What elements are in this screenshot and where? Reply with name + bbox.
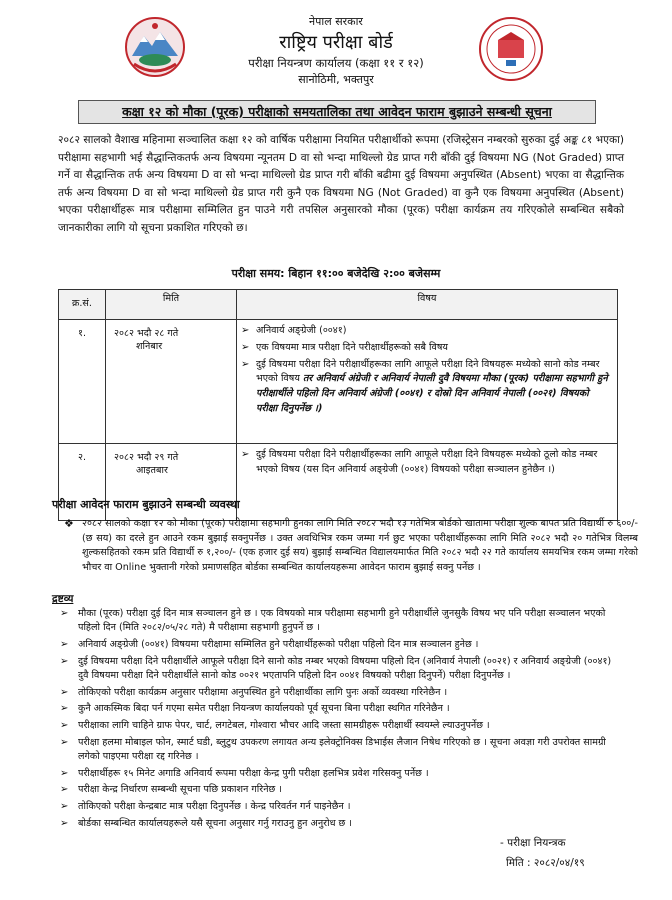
note-item: ➢ परीक्षा हलमा मोबाइल फोन, स्मार्ट घडी, ब्लुटुथ उपकरण लगायत अन्य इलेक्ट्रोनिक्स डिभाईस लैजान निषेध गरिएको छ । सूचना अवज्ञा गरी उपरोक्त सामग्री लगेको पाइएमा परीक्षा रद्द गरिनेछ ।	[58, 736, 620, 764]
notes-list	[58, 607, 620, 833]
note-heading: द्रष्टव्य	[52, 593, 74, 605]
notice-title: कक्षा १२ को मौका (पूरक) परीक्षाको समयतालिका तथा आवेदन फाराम बुझाउने सम्बन्धी सूचना	[78, 100, 596, 124]
row-date-cell	[106, 320, 237, 444]
schedule-table	[58, 289, 618, 521]
row-serial: २.	[59, 444, 106, 521]
row-date: २०८२ भदौ २८ गते	[114, 328, 179, 339]
subject-item-with-note	[241, 358, 611, 417]
note-item: ➢ तोकिएको परीक्षा कार्यक्रम अनुसार परीक्षामा अनुपस्थित हुने परीक्षार्थीका लागि पुनः अर्को व्यवस्था गरिनेछैन ।	[58, 686, 620, 700]
subject-item: ➢ एक विषयमा मात्र परीक्षा दिने परीक्षार्थीहरूको सबै विषय	[241, 341, 611, 356]
office-name: परीक्षा नियन्त्रण कार्यालय (कक्षा ११ र १२)	[248, 56, 424, 70]
application-heading: परीक्षा आवेदन फाराम बुझाउने सम्बन्धी व्यवस्था	[52, 498, 240, 511]
board-name: राष्ट्रिय परीक्षा बोर्ड	[279, 32, 393, 53]
subject-item: ➢ अनिवार्य अङ्ग्रेजी (००४१)	[241, 324, 611, 339]
note-item: ➢ परीक्षाका लागि चाहिने ग्राफ पेपर, चार्ट, लगटेबल, गोश्वारा भौचर आदि जस्ता सामग्रीहरू परीक्षार्थी स्वयम्ले ल्याउनुपर्नेछ ।	[58, 719, 620, 733]
note-item: ➢ बोर्डका सम्बन्धित कार्यालयहरूले यसै सूचना अनुसार गर्नु गराउनु हुन अनुरोध छ ।	[58, 817, 620, 831]
subject-item-note: तर अनिवार्य अंग्रेजी र अनिवार्य नेपाली दुवै विषयमा मौका (पूरक) परीक्षामा सहभागी हुने परीक्षार्थीले पहिलो दिन अनिवार्य अंग्रेजी (००४१) र दोस्रो दिन अनिवार्य नेपाली (००२१) विषयको परीक्षा दिनुपर्नेछ ।)	[256, 373, 608, 414]
application-text: २०८२ सालको कक्षा १२ को मौका (पूरक) परीक्षामा सहभागी हुनका लागि मिति २०८२ भदौ १३ गतेभित्र बोर्डको खातामा परीक्षा शुल्क बापत प्रति विद्यार्थी रु ६००/- (छ सय) का दरले हुन आउने रकम बुझाई सक्नुपर्नेछ । उक्त अवधिभित्र रकम जम्मा गर्न छुट भएका परीक्षार्थीहरूका लागि मिति २०८२ भदौ २० गतेभित्र विलम्ब शुल्कसहितको रकम प्रति विद्यार्थी रु १,२००/- (एक हजार दुई सय) बुझाई सम्बन्धित विद्यालयमार्फत मिति २०८२ भदौ २२ गते कार्यालय समयभित्र रकम जम्मा गरेको भौचर वा Online भुक्तानी गरेको प्रमाणसहित बोर्डका सम्बन्धित कार्यालयहरूमा आवेदन फाराम बुझाई सक्नु पर्नेछ ।	[82, 518, 638, 573]
header-serial: क्र.सं.	[59, 290, 106, 320]
subject-item-text: दुई विषयमा परीक्षा दिने परीक्षार्थीहरूका लागि आफूले परीक्षा दिने विषयहरू मध्येको सानो कोड नम्बर भएको विषय	[256, 358, 600, 385]
header-date: मिति	[106, 290, 237, 320]
signature-date: मिति : २०८२/०४/१९	[506, 857, 585, 869]
diamond-bullet-icon: ❖	[64, 517, 74, 530]
row-subjects	[237, 444, 618, 521]
row-serial: १.	[59, 320, 106, 444]
note-item: ➢ तोकिएको परीक्षा केन्द्रबाट मात्र परीक्षा दिनुपर्नेछ । केन्द्र परिवर्तन गर्न पाइनेछैन ।	[58, 800, 620, 814]
row-day: आइतबार	[136, 465, 168, 476]
row-day: शनिबार	[136, 341, 163, 352]
row-subjects	[237, 320, 618, 444]
schedule-header-row	[59, 290, 618, 320]
note-item: ➢ मौका (पूरक) परीक्षा दुई दिन मात्र सञ्चालन हुने छ । एक विषयको मात्र परीक्षामा सहभागी हुने परीक्षार्थीले जुनसुकै विषय भए पनि परीक्षा सञ्चालन भएको पहिलो दिन (मिति २०८२/०५/२८ गते) मै परीक्षामा सहभागी हुनुपर्ने छ ।	[58, 607, 620, 635]
note-item: ➢ परीक्षा केन्द्र निर्धारण सम्बन्धी सूचना पछि प्रकाशन गरिनेछ ।	[58, 783, 620, 797]
note-item: ➢ परीक्षार्थीहरू १५ मिनेट अगाडि अनिवार्य रूपमा परीक्षा केन्द्र पुगी परीक्षा हलभित्र प्रवेश गरिसक्नु पर्नेछ ।	[58, 767, 620, 781]
government-label: नेपाल सरकार	[309, 15, 363, 28]
header-subject: विषय	[237, 290, 618, 320]
exam-time: परीक्षा समय: बिहान ११:०० बजेदेखि २:०० बजेसम्म	[231, 267, 441, 280]
application-paragraph	[64, 517, 638, 575]
intro-paragraph: २०८२ सालको वैशाख महिनामा सञ्चालित कक्षा १२ को वार्षिक परीक्षामा नियमित परीक्षार्थीको रूपमा (रजिस्ट्रेसन नम्बरको सुरुका दुई अङ्क ८१ भएका) परीक्षामा सहभागी भई सैद्धान्तिकतर्फ अन्य विषयमा न्यूनतम D वा सो भन्दा माथिल्लो ग्रेड प्राप्त गरी बाँकी दुई विषयमा NG (Not Graded) प्राप्त गर्ने वा सैद्धान्तिक तर्फ अन्य विषयमा D वा सो भन्दा माथिल्लो ग्रेड प्राप्त गरी बाँकी बढीमा दुई विषयमा अनुपस्थित (Absent) भएका वा सैद्धान्तिक तर्फ अन्य विषयमा D वा सो भन्दा माथिल्लो ग्रेड प्राप्त गरी कुनै एक विषयमा NG (Not Graded) वा कुनै एक विषयमा अनुपस्थित (Absent) भएका परीक्षार्थीहरू मात्र परीक्षामा सम्मिलित हुन पाउने गरी तपसिल अनुसारको मौका (पूरक) परीक्षा कार्यक्रम तय गरिएकोले सम्बन्धित सबैको जानकारीका लागि यो सूचना प्रकाशित गरिएको छ।	[58, 134, 624, 234]
subject-item: ➢ दुई विषयमा परीक्षा दिने परीक्षार्थीहरूका लागि आफूले परीक्षा दिने विषयहरू मध्येको ठूलो कोड नम्बर भएको विषय (यस दिन अनिवार्य अङ्ग्रेजी (००४१) विषयको परीक्षा सञ्चालन हुनेछैन ।)	[241, 448, 611, 478]
schedule-row	[59, 320, 618, 444]
row-date: २०८२ भदौ २९ गते	[114, 452, 179, 463]
note-item: ➢ दुई विषयमा परीक्षा दिने परीक्षार्थीले आफूले परीक्षा दिने सानो कोड नम्बर भएको विषयमा पहिलो दिन (अनिवार्य नेपाली (००२१) र अनिवार्य अङ्ग्रेजी (००४१) दुवै विषयमा परीक्षा दिने परीक्षार्थीले सानो कोड ००२१ भएतापनि पहिलो दिन ००४१ विषयको परीक्षा दिनुपर्ने) परीक्षा दिनुपर्नेछ ।	[58, 655, 620, 683]
office-location: सानोठिमी, भक्तपुर	[298, 73, 374, 86]
note-item: ➢ कुनै आकस्मिक बिदा पर्न गएमा समेत परीक्षा नियन्त्रण कार्यालयको पूर्व सूचना बिना परीक्षा स्थगित गरिनेछैन ।	[58, 702, 620, 716]
note-item: ➢ अनिवार्य अङ्ग्रेजी (००४१) विषयमा परीक्षामा सम्मिलित हुने परीक्षार्थीहरूको परीक्षा पहिलो दिन मात्र सञ्चालन हुनेछ ।	[58, 638, 620, 652]
signature-office: - परीक्षा नियन्त्रक	[500, 837, 566, 849]
